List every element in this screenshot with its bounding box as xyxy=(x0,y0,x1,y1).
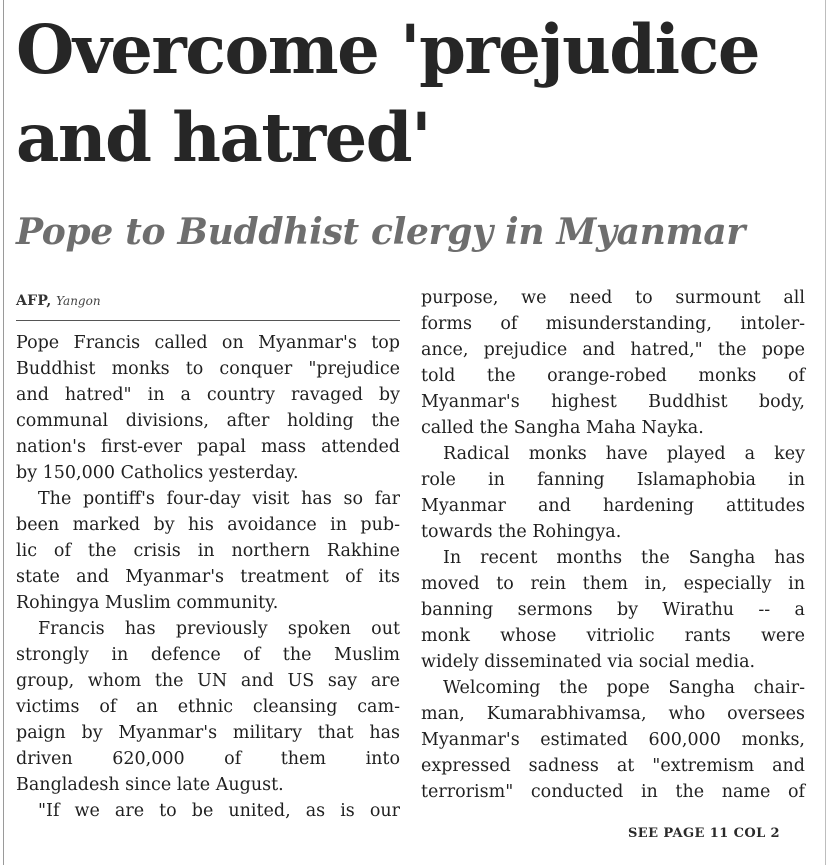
text-line: lic of the crisis in northern Rakhine xyxy=(16,541,400,561)
text-line: and hatred" in a country ravaged by xyxy=(16,385,400,405)
text-line: called the Sangha Maha Nayka. xyxy=(421,418,704,438)
text-line: group, whom the UN and US say are xyxy=(16,671,400,691)
text-line: Myanmar and hardening attitudes xyxy=(421,496,805,516)
headline xyxy=(16,6,816,182)
headline-line: Overcome 'prejudice xyxy=(16,10,760,89)
text-line: The pontiff's four-day visit has so far xyxy=(38,489,400,509)
byline-place: Yangon xyxy=(56,294,101,308)
text-line: Radical monks have played a key xyxy=(443,444,805,464)
text-line: "If we are to be united, as is our xyxy=(38,801,400,821)
article-column-left xyxy=(16,330,400,824)
text-line: Buddhist monks to conquer "prejudice xyxy=(16,359,400,379)
text-line: expressed sadness at "extremism and xyxy=(421,756,805,776)
continuation-jump-line: SEE PAGE 11 COL 2 xyxy=(628,826,780,841)
text-line: terrorism" conducted in the name of xyxy=(421,782,805,802)
text-line: Myanmar's highest Buddhist body, xyxy=(421,392,805,412)
text-line: monk whose vitriolic rants were xyxy=(421,626,805,646)
text-line: Welcoming the pope Sangha chair- xyxy=(443,678,805,698)
text-line: widely disseminated via social media. xyxy=(421,652,756,672)
text-line: Bangladesh since late August. xyxy=(16,775,284,795)
text-line: Myanmar's estimated 600,000 monks, xyxy=(421,730,805,750)
text-line: Pope Francis called on Myanmar's top xyxy=(16,333,400,353)
text-line: Francis has previously spoken out xyxy=(38,619,400,639)
text-line: banning sermons by Wirathu -- a xyxy=(421,600,805,620)
text-line: nation's first-ever papal mass attended xyxy=(16,437,400,457)
text-line: by 150,000 Catholics yesterday. xyxy=(16,463,299,483)
text-line: strongly in defence of the Muslim xyxy=(16,645,400,665)
text-line: purpose, we need to surmount all xyxy=(421,288,805,308)
column-rule-left xyxy=(3,0,4,865)
subheadline: Pope to Buddhist clergy in Myanmar xyxy=(16,211,746,253)
text-line: been marked by his avoidance in pub- xyxy=(16,515,400,535)
text-line: role in fanning Islamaphobia in xyxy=(421,470,805,490)
text-line: told the orange-robed monks of xyxy=(421,366,805,386)
text-line: forms of misunderstanding, intoler- xyxy=(421,314,805,334)
text-line: Rohingya Muslim community. xyxy=(16,593,279,613)
text-line: ance, prejudice and hatred," the pope xyxy=(421,340,805,360)
article-column-right xyxy=(421,285,805,805)
text-line: communal divisions, after holding the xyxy=(16,411,400,431)
column-rule-right xyxy=(825,0,826,865)
text-line: moved to rein them in, especially in xyxy=(421,574,805,594)
text-line: state and Myanmar's treatment of its xyxy=(16,567,400,587)
text-line: towards the Rohingya. xyxy=(421,522,622,542)
text-line: man, Kumarabhivamsa, who oversees xyxy=(421,704,805,724)
text-line: In recent months the Sangha has xyxy=(443,548,805,568)
text-line: victims of an ethnic cleansing cam- xyxy=(16,697,400,717)
text-line: paign by Myanmar's military that has xyxy=(16,723,400,743)
text-line: driven 620,000 of them into xyxy=(16,749,400,769)
headline-line: and hatred' xyxy=(16,98,431,177)
byline-agency: AFP, xyxy=(16,293,52,309)
byline xyxy=(16,290,400,321)
